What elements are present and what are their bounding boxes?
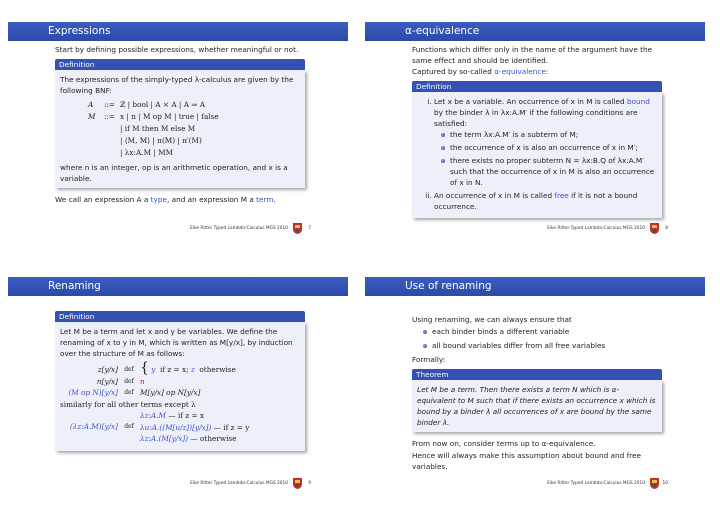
item-text: An occurrence of x in M is called: [434, 191, 555, 200]
closing-text: , and an expression M a: [166, 195, 257, 204]
definition-item: [434, 190, 657, 212]
renaming-rules: [60, 360, 300, 445]
rule-case: y: [151, 365, 156, 374]
slide-renaming: [8, 277, 348, 499]
term-highlight: term: [256, 195, 274, 204]
university-crest-icon: [293, 478, 302, 489]
slide-expressions: [8, 22, 348, 244]
slide-closing: [55, 194, 305, 205]
footer-text: Eike Ritter Typed Lambda-Calculus MGS 2010: [190, 481, 288, 486]
rule-rhs: n: [140, 376, 145, 386]
slide-intro: Start by defining possible expressions, whether meaningful or not.: [55, 45, 299, 54]
page-number: 7: [308, 226, 311, 231]
slide-title: Use of renaming: [365, 277, 705, 296]
footer-text: Eike Ritter Typed Lambda-Calculus MGS 2010: [547, 226, 645, 231]
slide-title: α-equivalence: [365, 22, 705, 41]
bullet-item: all bound variables differ from all free variables: [426, 340, 662, 351]
def-symbol: def: [124, 365, 134, 373]
def-symbol: def: [124, 389, 134, 396]
rule-condition: if z = x: [177, 411, 205, 420]
bnf-rhs: | ⟨M, M⟩ | π(M) | π′(M): [120, 136, 202, 145]
condition-list: [434, 129, 657, 188]
condition-item: there exists no proper subterm N = λx:B.Q of λx:A.M′ such that the occurrence of x in M is also an occurrence of x in N.: [444, 155, 657, 188]
university-crest-icon: [650, 223, 659, 234]
bnf-lhs: M: [88, 112, 96, 121]
slide-content: [55, 311, 305, 457]
rule-case: z: [190, 365, 195, 374]
intro-text: Captured by so-called: [412, 67, 495, 76]
item-text: Let x be a variable. An occurrence of x in M is called: [434, 97, 627, 106]
university-crest-icon: [650, 478, 659, 489]
bullet-item: each binder binds a different variable: [426, 326, 662, 337]
rule-condition: otherwise: [199, 365, 236, 374]
condition-item: the occurrence of x is also an occurrence of x in M′;: [444, 142, 657, 153]
bnf-rhs: x | n | M op M | true | false: [120, 112, 219, 121]
page-number: 9: [308, 481, 311, 486]
footer-text: Eike Ritter Typed Lambda-Calculus MGS 2010: [547, 481, 645, 486]
bnf-rhs: | λx:A.M | MM: [120, 148, 174, 157]
slide-title: Expressions: [8, 22, 348, 41]
definition-list: [417, 96, 657, 212]
university-crest-icon: [293, 223, 302, 234]
renaming-bullets: [412, 326, 662, 351]
theorem-block: Let M be a term. Then there exists a term N which is α-equivalent to M such that if there exists an occurrence x which is bound by a binder λ all occurrences of x are bound by the same binder λ.: [412, 380, 662, 432]
bnf-eq: ::=: [104, 112, 116, 121]
rule-condition: if z = y: [223, 422, 250, 432]
slide-content: [412, 314, 662, 476]
bnf-eq: ::=: [104, 100, 116, 109]
definition-after-text: where n is an integer, op is an arithmetic operation, and x is a variable.: [60, 163, 288, 183]
def-symbol: def: [124, 423, 134, 430]
slide-footer: [365, 477, 705, 491]
rule-lhs: z[y/x]: [97, 364, 118, 374]
rule-case: λz:A.(M[y/x]): [140, 434, 189, 443]
after-text: Hence will always make this assumption about bound and free variables.: [412, 451, 641, 471]
slide-footer: [365, 222, 705, 236]
rule-condition: if z = x: [160, 365, 187, 374]
rule-condition: otherwise: [200, 434, 237, 443]
rule-case: λu:A.((M[u/z])[y/x]): [140, 422, 212, 432]
slide-intro: Using renaming, we can always ensure that: [412, 315, 572, 324]
slide-intro: Functions which differ only in the name of the argument have the same effect and should be identified.: [412, 45, 653, 65]
slide-title: Renaming: [8, 277, 348, 296]
rule-similar-note: similarly for all other terms except λ: [60, 399, 196, 409]
bound-highlight: bound: [626, 97, 650, 106]
formally-label: Formally:: [412, 355, 446, 364]
definition-text: The expressions of the simply-typed λ-calculus are given by the following BNF:: [60, 75, 294, 95]
definition-block: [55, 322, 305, 451]
slide-footer: [8, 477, 348, 491]
definition-block-title: Definition: [55, 59, 305, 70]
page-number: 8: [665, 226, 668, 231]
slide-intro-2: [412, 66, 662, 77]
rule-lhs: (M op N)[y/x]: [68, 388, 118, 397]
type-highlight: type: [150, 195, 167, 204]
closing-text: .: [273, 195, 276, 204]
theorem-block-title: Theorem: [412, 369, 662, 380]
condition-item: the term λx:A.M′ is a subterm of M;: [444, 129, 657, 140]
free-highlight: free: [554, 191, 569, 200]
page-number: 10: [662, 481, 668, 486]
item-text: by the binder λ in λx:A.M′ if the following conditions are satisfied:: [434, 108, 638, 128]
rule-lhs: (λz:A.M)[y/x]: [69, 422, 118, 431]
footer-text: Eike Ritter Typed Lambda-Calculus MGS 2010: [190, 226, 288, 231]
slide-content: [412, 44, 662, 224]
closing-text: We call an expression A a: [55, 195, 151, 204]
definition-block: [55, 70, 305, 188]
definition-block: [412, 92, 662, 218]
rule-rhs: λz:A.M — if z = x λu:A.((M[u/z])[y/x]) — if z = y λz:A.(M[y/x]) — otherwise: [140, 411, 250, 443]
def-symbol: def: [124, 377, 134, 385]
slide-use-of-renaming: [365, 277, 705, 499]
definition-item: [434, 96, 657, 188]
bnf-rhs: | if M then M else M: [120, 124, 196, 133]
rule-case: λz:A.M: [140, 411, 166, 420]
bnf-grammar: [88, 99, 300, 159]
alpha-equivalence-highlight: α-equivalence: [494, 67, 546, 76]
item-text: if it is not a bound occurrence.: [434, 191, 638, 211]
definition-text: Let M be a term and let x and y be variables. We define the renaming of x to y in M, which is written as M[y/x], by induction over the structure of M as follows:: [60, 327, 293, 358]
bnf-lhs: A: [88, 100, 94, 109]
intro-text: :: [545, 67, 549, 76]
definition-block-title: Definition: [412, 81, 662, 92]
definition-block-title: Definition: [55, 311, 305, 322]
rule-rhs: { y if z = x; z otherwise: [140, 360, 236, 376]
after-text: From now on, consider terms up to α-equivalence.: [412, 439, 596, 448]
slide-content: [55, 44, 305, 209]
rule-lhs: n[y/x]: [96, 376, 118, 386]
slide-alpha-equivalence: [365, 22, 705, 244]
rule-rhs: M[y/x] op N[y/x]: [140, 388, 201, 397]
slide-footer: [8, 222, 348, 236]
bnf-rhs: ℤ | bool | A × A | A ⇒ A: [120, 100, 205, 109]
